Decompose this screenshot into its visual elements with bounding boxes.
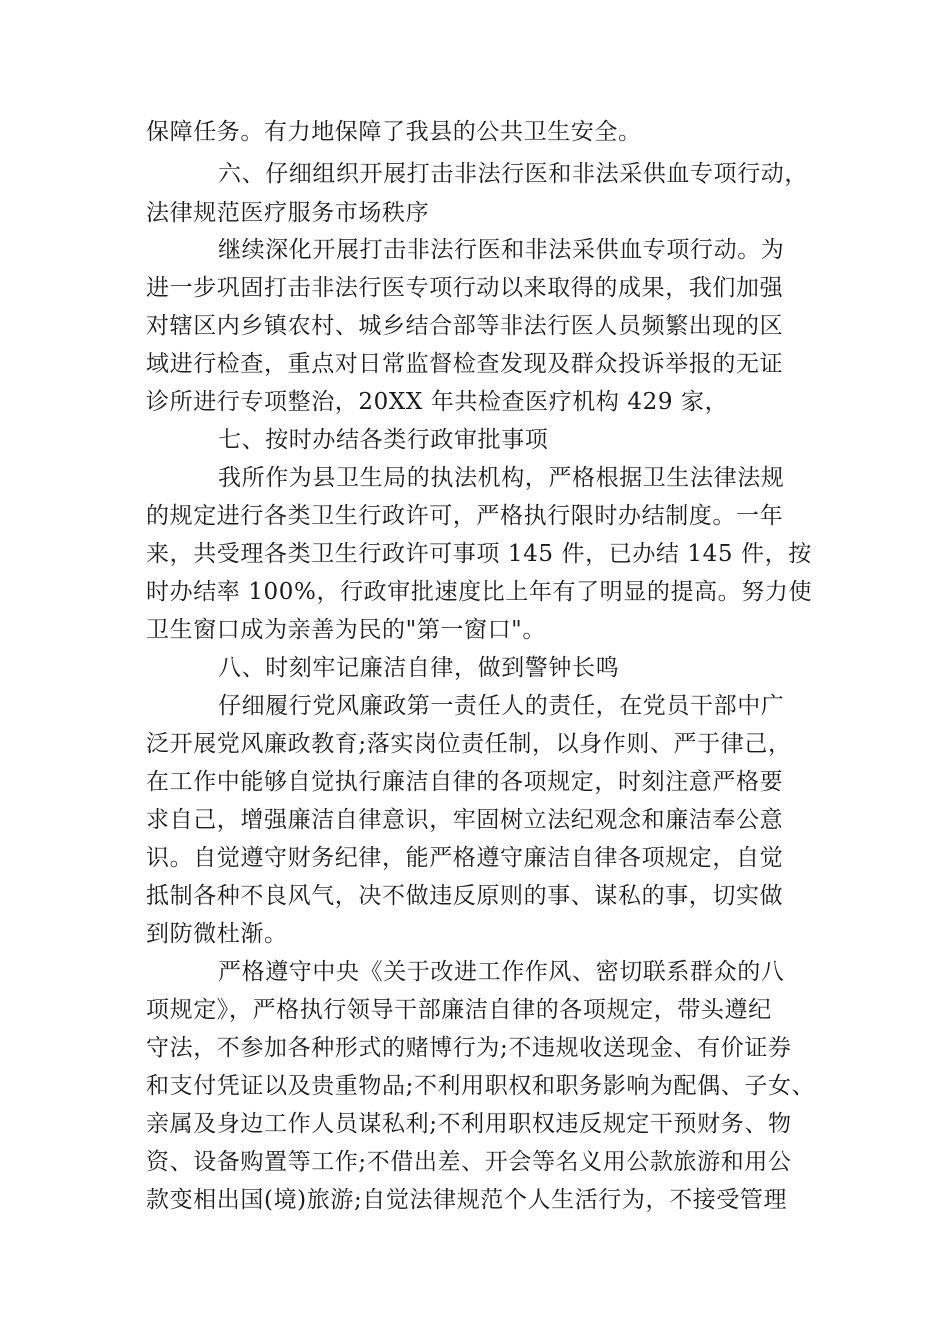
text-line: 守法，不参加各种形式的赌博行为;不违规收送现金、有价证券 xyxy=(146,1035,792,1061)
section-heading-continuation: 法律规范医疗服务市场秩序 xyxy=(146,200,430,226)
text-line: 卫生窗口成为亲善为民的"第一窗口"。 xyxy=(146,617,546,643)
text-line: 泛开展党风廉政教育;落实岗位责任制，以身作则、严于律己， xyxy=(146,731,792,757)
text-line: 在工作中能够自觉执行廉洁自律的各项规定，时刻注意严格要 xyxy=(146,769,784,795)
text-line: 求自己，增强廉洁自律意识，牢固树立法纪观念和廉洁奉公意 xyxy=(146,807,784,833)
paragraph-first-line: 我所作为县卫生局的执法机构，严格根据卫生法律法规 xyxy=(218,465,785,491)
paragraph-first-line: 仔细履行党风廉政第一责任人的责任，在党员干部中广 xyxy=(218,693,785,719)
text-line: 诊所进行专项整治，20XX 年共检查医疗机构 429 家， xyxy=(146,389,729,415)
text-line: 项规定》，严格执行领导干部廉洁自律的各项规定，带头遵纪 xyxy=(146,997,772,1023)
paragraph-first-line: 继续深化开展打击非法行医和非法采供血专项行动。为 xyxy=(218,237,785,263)
section-heading: 六、仔细组织开展打击非法行医和非法采供血专项行动， xyxy=(218,161,808,187)
text-line: 时办结率 100%，行政审批速度比上年有了明显的提高。努力使 xyxy=(146,579,813,605)
text-line: 款变相出国(境)旅游;自觉法律规范个人生活行为，不接受管理 xyxy=(146,1187,788,1213)
text-line: 资、设备购置等工作;不借出差、开会等名义用公款旅游和用公 xyxy=(146,1149,792,1175)
text-line: 保障任务。有力地保障了我县的公共卫生安全。 xyxy=(146,119,642,145)
section-heading: 八、时刻牢记廉洁自律，做到警钟长鸣 xyxy=(218,655,620,681)
text-line: 域进行检查，重点对日常监督检查发现及群众投诉举报的无证 xyxy=(146,351,784,377)
text-line: 抵制各种不良风气，决不做违反原则的事、谋私的事，切实做 xyxy=(146,883,784,909)
text-line: 亲属及身边工作人员谋私利;不利用职权违反规定干预财务、物 xyxy=(146,1111,792,1137)
paragraph-first-line: 严格遵守中央《关于改进工作作风、密切联系群众的八 xyxy=(218,959,785,985)
text-line: 对辖区内乡镇农村、城乡结合部等非法行医人员频繁出现的区 xyxy=(146,313,784,339)
text-line: 和支付凭证以及贵重物品;不利用职权和职务影响为配偶、子女、 xyxy=(146,1073,816,1099)
text-line: 到防微杜渐。 xyxy=(146,921,288,947)
text-line: 来，共受理各类卫生行政许可事项 145 件，已办结 145 件，按 xyxy=(146,541,812,567)
text-line: 识。自觉遵守财务纪律，能严格遵守廉洁自律各项规定，自觉 xyxy=(146,845,784,871)
text-line: 进一步巩固打击非法行医专项行动以来取得的成果，我们加强 xyxy=(146,275,784,301)
text-line: 的规定进行各类卫生行政许可，严格执行限时办结制度。一年 xyxy=(146,503,784,529)
section-heading: 七、按时办结各类行政审批事项 xyxy=(218,427,549,453)
